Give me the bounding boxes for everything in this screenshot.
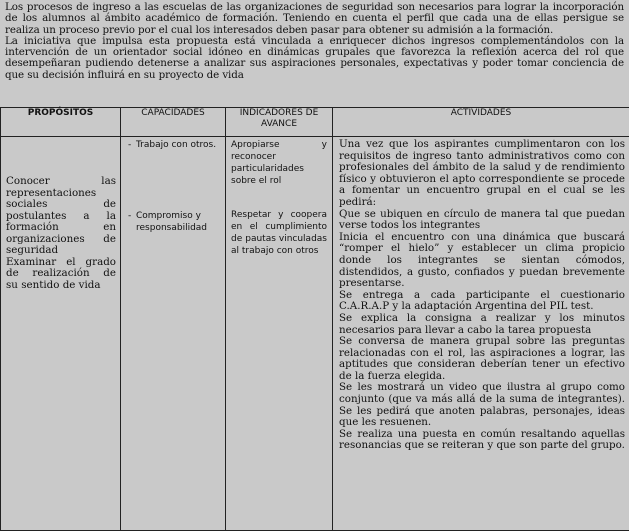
actividad-paragraph: Se les mostrará un video que ilustra al grupo como conjunto (que va más allá de la suma de integrantes). Se les pedirá que anoten palabras, personajes, ideas que les resuenen.	[339, 381, 625, 429]
header-actividades: ACTIVIDADES	[333, 108, 629, 137]
actividad-paragraph: Se entrega a cada participante el cuestionario C.A.R.A.P y la adaptación Argentina del PIL test.	[339, 288, 625, 313]
header-capacidades: CAPACIDADES	[121, 108, 226, 137]
intro-paragraph-1: Los procesos de ingreso a las escuelas de las organizaciones de seguridad son necesarios para lograr la incorporación de los alumnos al ámbito académico de formación. Teniendo en cuenta el perfil que cada una de ellas persigue se realiza un proceso previo por el cual los interesados deben pasar para obtener su admisión a la formación.	[5, 1, 624, 36]
capacidad-1: Trabajo con otros.	[136, 140, 217, 150]
indicador-2: Respetar y coopera en el cumplimiento de pautas vinculadas al trabajo con otros	[231, 210, 327, 256]
proposito-1-end: seguridad	[6, 244, 59, 256]
indicadores-cell	[226, 137, 333, 531]
capacidad-2: Compromiso y responsabilidad	[136, 211, 208, 233]
capacidades-cell	[121, 137, 226, 531]
propositos-cell	[1, 137, 121, 531]
bullet-dash: -	[128, 211, 132, 221]
actividad-paragraph: Se explica la consigna a realizar y los minutos necesarios para llevar a cabo la tarea propuesta	[339, 311, 625, 336]
proposito-2-end: su sentido de vida	[6, 278, 101, 291]
actividad-paragraph: Que se ubiquen en círculo de manera tal que puedan verse todos los integrantes	[339, 207, 625, 232]
table-row	[1, 137, 629, 531]
actividad-paragraph: Se realiza una puesta en común resaltando aquellas resonancias que se reiteran y que son parte del grupo.	[339, 427, 625, 452]
indicador-1: Apropiarse y reconocer particularidades sobre el rol	[231, 140, 327, 186]
introduction-text	[5, 2, 624, 81]
table-header-row	[1, 108, 629, 137]
planning-table	[0, 107, 629, 531]
actividad-paragraph: Una vez que los aspirantes cumplimentaron con los requisitos de ingreso tanto administrativos como con profesionales del ámbito de la salud y de rendimiento físico y obtuvieron el apto correspondiente se procede a fomentar un encuentro grupal en el cual se les pedirá:	[339, 138, 625, 208]
bullet-dash: -	[128, 140, 132, 150]
header-indicadores: INDICADORES DE AVANCE	[226, 108, 333, 137]
actividad-paragraph: Inicia el encuentro con una dinámica que buscará “romper el hielo” y establecer un clima propicio donde los integrantes se sientan cómodos, distendidos, a gusto, confiados y puedan brevemente presentarse.	[339, 230, 625, 290]
proposito-1-text: Conocer las representaciones sociales de postulantes a la formación en organizaciones de	[6, 175, 116, 245]
actividades-cell	[333, 137, 629, 531]
header-propositos: PROPÓSITOS	[1, 108, 121, 137]
intro-paragraph-2: La iniciativa que impulsa esta propuesta está vinculada a enriquecer dichos ingresos complementándolos con la intervención de un orientador social idóneo en dinámicas grupales que favorezca la reflexión acerca del rol que desempeñaran pudiendo detenerse a analizar sus aspiraciones personales, expectativas y poder tomar conciencia de que su decisión influirá en su proyecto de vida	[5, 34, 624, 81]
capacidad-item	[128, 139, 221, 151]
proposito-2-text: Examinar el grado de realización de	[6, 255, 116, 279]
capacidad-item	[128, 210, 221, 234]
actividad-paragraph: Se conversa de manera grupal sobre las preguntas relacionadas con el rol, las aspiraciones a lograr, las aptitudes que consideran deberían tener un efectivo de la fuerza elegida.	[339, 335, 625, 382]
